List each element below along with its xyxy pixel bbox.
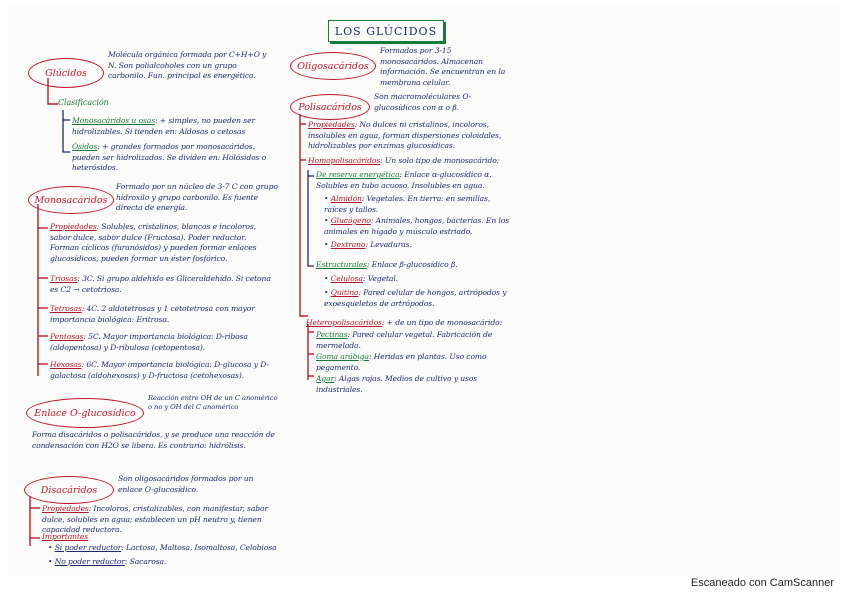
glucidos-definition: Molécula orgánica formada por C+H+O y N. Son polialcoholes con un grupo carbonilo. Fun. principal es energética. <box>108 50 267 80</box>
monosacaridos-classification: Monosacáridos u osas: + simples, no pueden ser hidrolizables. Si tienden en: Aldosas o cetosas <box>72 116 256 136</box>
oligosacaridos-definition: Formados por 3-15 monosacáridos. Almacenan información. Se encuentran en la membrana celular. <box>380 46 506 87</box>
monosacaridos-propiedades: Propiedades: Solubles, cristalinos, blancos e incoloros, sabor dulce, sabor dulce (Fructosa). Poder reductor. Forman cíclicos (furanósidos) y pueden formar enlaces glucosídicos; pueden formar un éster fosfórico. <box>50 222 257 263</box>
celulosa-item: • Celulosa: Vegetal. <box>324 274 398 283</box>
monosacaridos-oval: Monosacáridos <box>28 186 114 214</box>
heteropolisacaridos-item: Heteropolisacáridos: + de un tipo de monosacárido: <box>306 318 503 327</box>
hexosas-item: Hexosas: 6C. Mayor importancia biológica: D-glucosa y D-galactosa (aldohexosas) y D-fructosa (cetohexosas). <box>50 360 269 380</box>
si-poder-reductor-item: • Si poder reductor: Lactosa, Maltosa, Isomaltosa, Celobiosa <box>48 543 277 552</box>
scanned-sheet <box>8 6 840 576</box>
estructurales-item: Estructurales: Enlace β-glucosídico β. <box>316 260 458 269</box>
almidon-item: • Almidón: Vegetales. En tierra: en semillas, raíces y tallos. <box>324 194 491 214</box>
no-poder-reductor-item: • No poder reductor: Sacarosa. <box>48 557 167 566</box>
enlace-o-glucosidico-oval: Enlace O-glucosídico <box>26 398 144 428</box>
polisacaridos-oval: Polisacáridos <box>290 94 370 120</box>
scanner-watermark: Escaneado con CamScanner <box>690 577 834 589</box>
disacaridos-propiedades: Propiedades: Incoloros, cristalizables, con manifestar, sabor dulce, solubles en agua; establecen un pH neutro y, tienen capacidad reductora. <box>42 504 269 534</box>
monosacaridos-definition: Formado por un núcleo de 3-7 C con grupo hidroxilo y grupo carbonilo. Es fuente directa de energía. <box>116 182 278 212</box>
enlace-side-note: Reacción entre OH de un C anomérico o no y OH del C anomérico <box>148 394 278 411</box>
quitina-item: • Quitina: Pared celular de hongos, artrópodos y exoesqueletos de artrópodos. <box>324 288 507 308</box>
agar-item: Agar: Algas rojas. Medios de cultivo y usos industriales. <box>316 374 478 394</box>
glucogeno-item: • Glucógeno: Animales, hongos, bacterias. En los animales en hígado y músculo estriado. <box>324 216 510 236</box>
homopolisacaridos-item: Homopolisacáridos: Un solo tipo de monosacárido: <box>308 156 500 165</box>
triosas-item: Triosas: 3C. Si grupo aldehído es Gliceraldehído. Si cetona es C2 → cetotriosa. <box>50 274 271 294</box>
dextrano-item: • Dextrano: Levaduras. <box>324 240 412 249</box>
osidos-classification: Ósidos: + grandes formados por monosacáridos, pueden ser hidrolizados. Se dividen en: Holósidos o heterósidos. <box>72 142 267 172</box>
disacaridos-definition: Son oligosacáridos formados por un enlace O-glucosídico. <box>118 474 254 494</box>
reserva-energetica-item: De reserva energética: Enlace α-glucosídico α. Solubles en tubo acuoso. Insolubles en agua. <box>316 170 492 190</box>
polisacaridos-propiedades: Propiedades: No dulces ni cristalinos, incoloros, insolubles en agua, forman dispersiones coloidales, hidrolizables por enzimas glucosídicas. <box>308 120 502 150</box>
enlace-description: Forma disacáridos o polisacáridos, y se produce una reacción de condensación con H2O se libera. Es contrario: hidrólisis. <box>32 430 275 450</box>
pentosas-item: Pentosas: 5C. Mayor importancia biológica: D-ribosa (aldopentosa) y D-ribulosa (cetopentosa). <box>50 332 248 352</box>
tetrosas-item: Tetrosas: 4C. 2 aldotetrosas y 1 cetotetrosa con mayor importancia biológica: Eritrosa. <box>50 304 255 324</box>
polisacaridos-definition: Son macromoléculares O-glucosídicos con α o β. <box>374 92 472 112</box>
page-title: LOS GLÚCIDOS <box>328 20 444 42</box>
pectinas-item: Pectinas: Pared celular vegetal. Fabricación de mermelada. <box>316 330 493 350</box>
glucidos-oval: Glúcidos <box>28 58 104 88</box>
disacaridos-oval: Disacáridos <box>24 476 114 504</box>
disacaridos-importantes: Importantes <box>42 532 89 541</box>
goma-arabiga-item: Goma arábiga: Heridas en plantas. Uso como pegamento. <box>316 352 487 372</box>
oligosacaridos-oval: Oligosacáridos <box>290 52 376 80</box>
clasificacion-heading: Clasificación <box>58 98 109 107</box>
